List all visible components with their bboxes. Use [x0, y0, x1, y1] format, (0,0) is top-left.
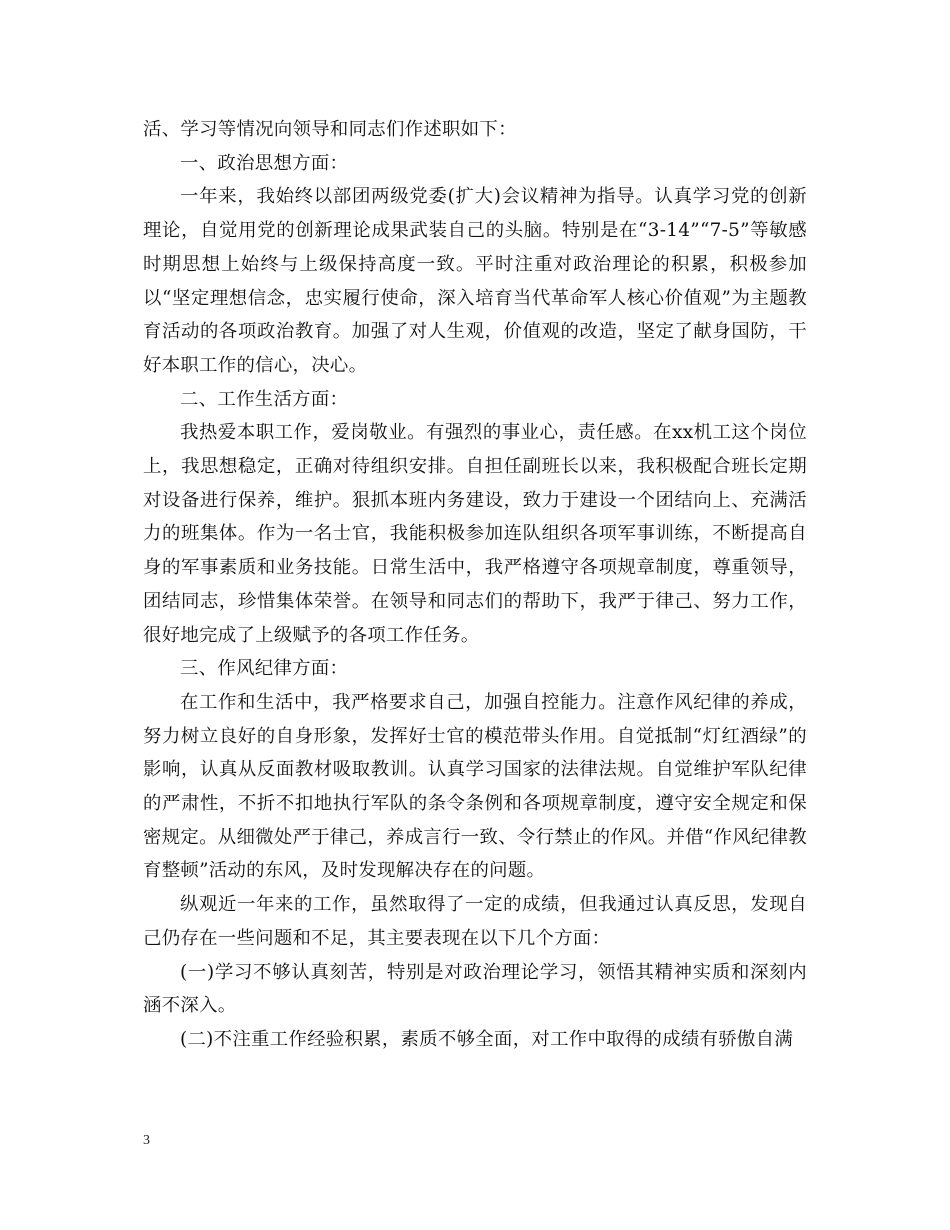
paragraph-political: 一年来，我始终以部团两级党委(扩大)会议精神为指导。认真学习党的创新理论，自觉用党的创新理论成果武装自己的头脑。特别是在“3-14”“7-5”等敏感时期思想上始终与上级保持高度一致。平时注重对政治理论的积累，积极参加以“坚定理想信念，忠实履行使命，深入培育当代革命军人核心价值观”为主题教育活动的各项政治教育。加强了对人生观，价值观的改造，坚定了献身国防，干好本职工作的信心，决心。	[143, 186, 807, 376]
document-page	[143, 113, 807, 1057]
section-heading-discipline: 三、作风纪律方面：	[180, 658, 349, 680]
section-heading-political: 一、政治思想方面：	[180, 152, 349, 174]
section-heading-work-life: 二、工作生活方面：	[180, 388, 349, 410]
paragraph-summary: 纵观近一年来的工作，虽然取得了一定的成绩，但我通过认真反思，发现自己仍存在一些问题和不足，其主要表现在以下几个方面：	[143, 894, 807, 949]
list-item-shortcoming-2: (二)不注重工作经验积累，素质不够全面，对工作中取得的成绩有骄傲自满	[180, 1028, 794, 1050]
page-number: 3	[143, 1133, 150, 1148]
paragraph-discipline: 在工作和生活中，我严格要求自己，加强自控能力。注意作风纪律的养成，努力树立良好的自身形象，发挥好士官的模范带头作用。自觉抵制“灯红酒绿”的影响，认真从反面教材吸取教训。认真学习国家的法律法规。自觉维护军队纪律的严肃性，不折不扣地执行军队的条令条例和各项规章制度，遵守安全规定和保密规定。从细微处严于律己，养成言行一致、令行禁止的作风。并借“作风纪律教育整顿”活动的东风，及时发现解决存在的问题。	[143, 691, 807, 882]
paragraph-work-life: 我热爱本职工作，爱岗敬业。有强烈的事业心，责任感。在xx机工这个岗位上，我思想稳定，正确对待组织安排。自担任副班长以来，我积极配合班长定期对设备进行保养，维护。狠抓本班内务建设，致力于建设一个团结向上、充满活力的班集体。作为一名士官，我能积极参加连队组织各项军事训练，不断提高自身的军事素质和业务技能。日常生活中，我严格遵守各项规章制度，尊重领导，团结同志，珍惜集体荣誉。在领导和同志们的帮助下，我严于律己、努力工作，很好地完成了上级赋予的各项工作任务。	[143, 422, 807, 646]
list-item-shortcoming-1: (一)学习不够认真刻苦，特别是对政治理论学习，领悟其精神实质和深刻内涵不深入。	[143, 961, 807, 1017]
paragraph-intro-continuation: 活、学习等情况向领导和同志们作述职如下：	[143, 119, 517, 140]
